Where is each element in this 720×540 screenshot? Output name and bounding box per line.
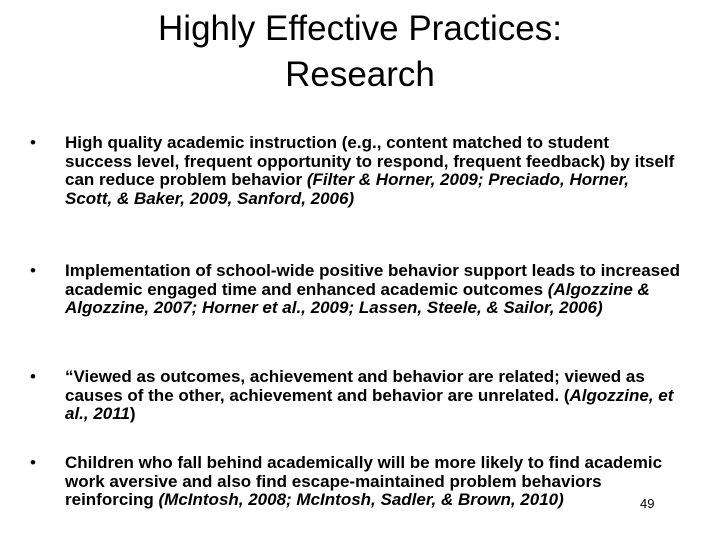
bullet-dot-icon: • (30, 261, 36, 280)
bullet-text: Implementation of school-wide positive behavior support leads to increased academic engaged time and enhanced academic outcomes (65, 261, 680, 299)
bullet-dot-icon: • (30, 453, 36, 472)
bullet-text: High quality academic instruction (e.g., content matched to student success level, frequent opportunity to respond, frequent feedback) by itself can reduce problem behavior (65, 133, 675, 189)
slide-title (60, 6, 660, 98)
bullet-item-instruction (30, 134, 680, 262)
bullet-dot-icon: • (30, 133, 36, 152)
bullet-item-swpbs (30, 262, 680, 368)
bullet-text: “Viewed as outcomes, achievement and behavior are related; viewed as causes of the other, achievement and behavior are unrelated. ( (65, 367, 645, 405)
title-line-1: Highly Effective Practices: (158, 9, 562, 48)
bullet-text: Children who fall behind academically will be more likely to find academic work aversive and also find escape-maintained problem behaviors reinforcing (65, 453, 663, 509)
bullet-citation: (McIntosh, 2008; McIntosh, Sadler, & Brown, 2010) (158, 490, 564, 509)
slide-number: 49 (640, 496, 655, 511)
bullet-item-outcomes (30, 368, 680, 454)
bullet-tail: ) (129, 404, 136, 423)
bullet-citation: Algozzine, et al., 2011 (65, 385, 674, 423)
bullet-list (30, 134, 680, 510)
bullet-dot-icon: • (30, 367, 36, 386)
title-line-2: Research (285, 55, 435, 94)
bullet-citation: (Filter & Horner, 2009; Preciado, Horner, Scott, & Baker, 2009, Sanford, 2006) (65, 170, 630, 208)
bullet-citation: (Algozzine & Algozzine, 2007; Horner et al., 2009; Lassen, Steele, & Sailor, 2006) (65, 279, 650, 317)
bullet-item-escape (30, 454, 680, 510)
